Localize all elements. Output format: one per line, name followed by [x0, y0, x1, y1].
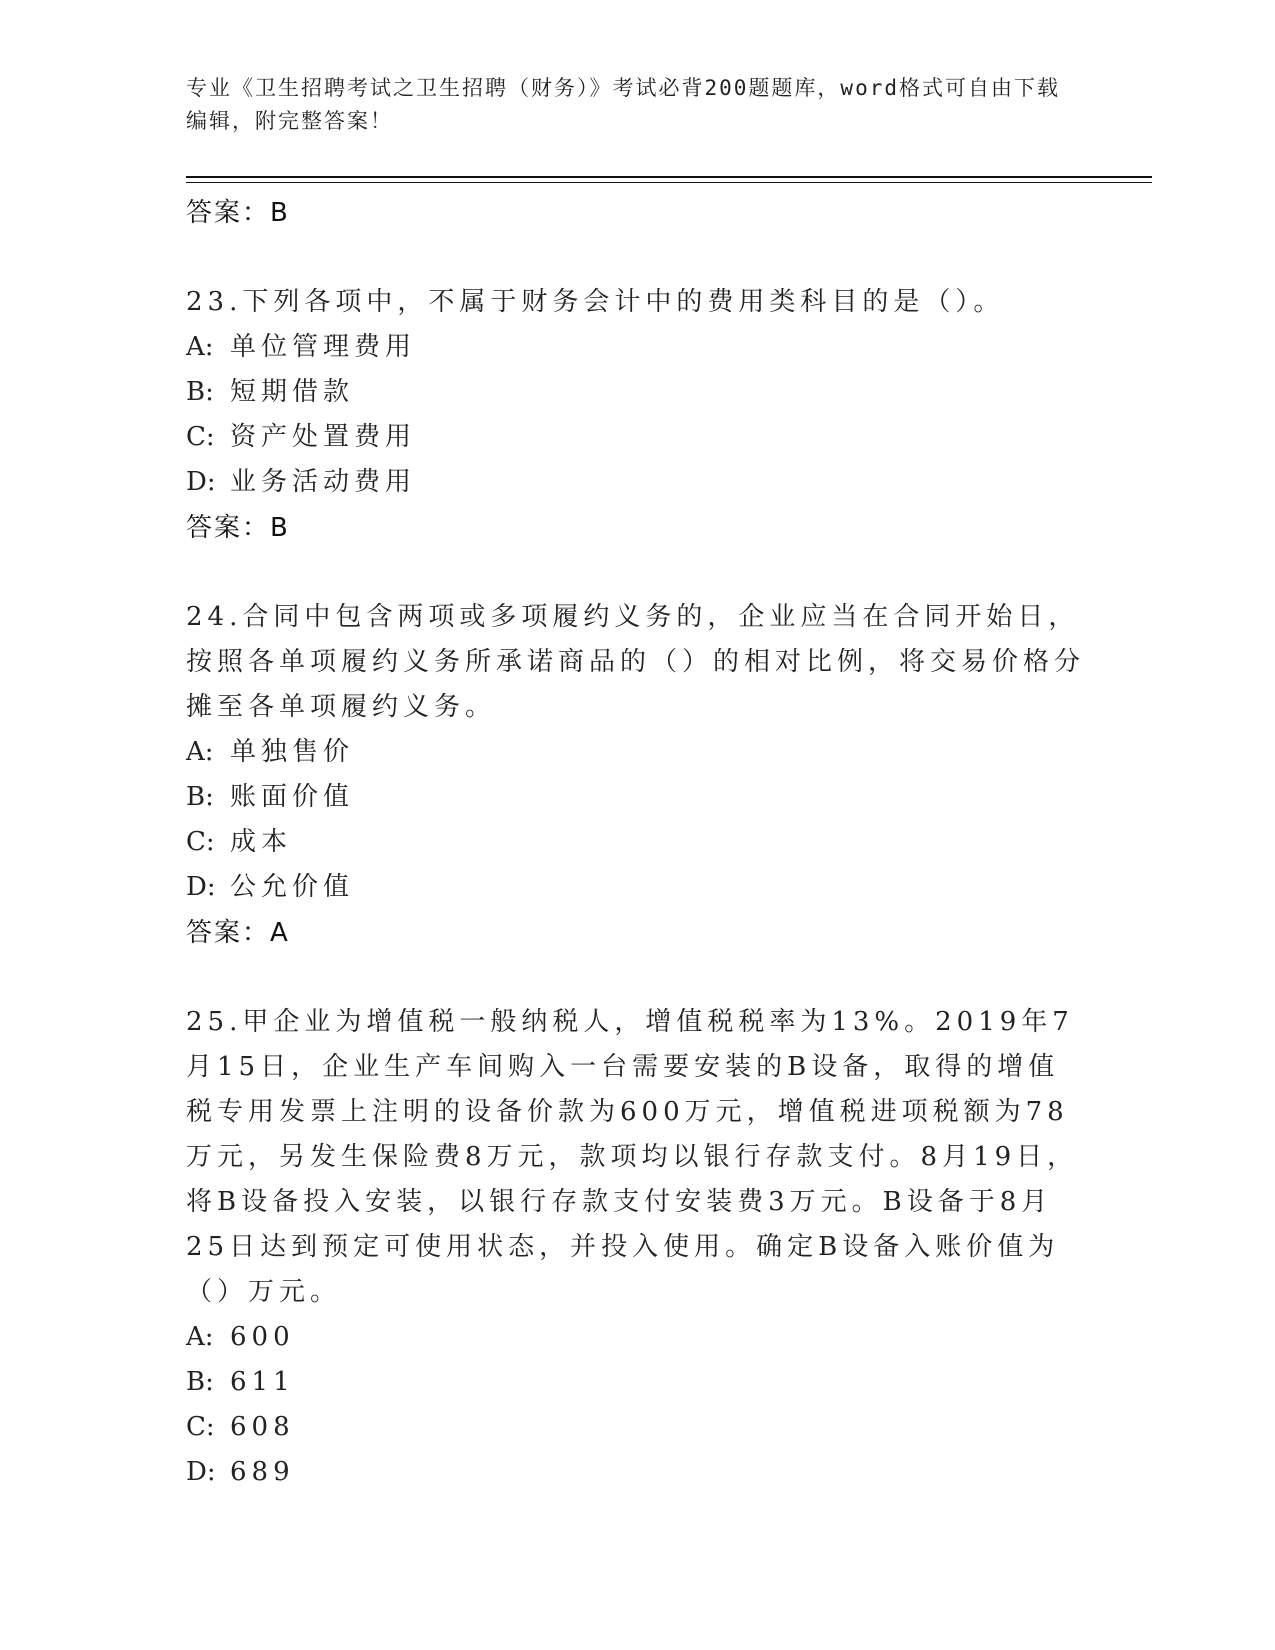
option-letter: D: — [186, 1457, 216, 1487]
option-letter: D: — [186, 467, 216, 497]
option-letter: A: — [186, 737, 214, 767]
option-letter: A: — [186, 1322, 214, 1352]
option-text: 资产处置费用 — [230, 422, 417, 452]
option-text: 608 — [230, 1412, 295, 1442]
answer-line: 答案：A — [186, 918, 290, 948]
option-letter: C: — [186, 1412, 215, 1442]
question-text: 25.甲企业为增值税一般纳税人，增值税税率为13%。2019年7月15日，企业生产车间购入一台需要安装的B设备，取得的增值税专用发票上注明的设备价款为600万元，增值税进项税额为78万元，另发生保险费8万元，款项均以银行存款支付。8月19日，将B设备投入安装，以银行存款支付安装费3万元。B设备于8月25日达到预定可使用状态，并投入使用。确定B设备入账价值为（）万元。 — [186, 1007, 1079, 1307]
option-text: 单独售价 — [230, 737, 355, 767]
option-a — [186, 730, 1086, 775]
option-text: 成本 — [230, 827, 293, 857]
option-c — [186, 1405, 1086, 1450]
option-letter: C: — [186, 827, 215, 857]
option-letter: C: — [186, 422, 215, 452]
document-body — [186, 190, 1086, 1495]
option-b — [186, 1360, 1086, 1405]
option-text: 公允价值 — [230, 872, 355, 902]
question-block — [186, 280, 1086, 551]
header-rule-thick — [186, 176, 1152, 178]
option-b — [186, 775, 1086, 820]
option-d — [186, 1450, 1086, 1495]
document-header: 专业《卫生招聘考试之卫生招聘（财务）》考试必背200题题库，word格式可自由下载编辑，附完整答案！ — [186, 76, 1060, 133]
option-text: 611 — [230, 1367, 295, 1397]
option-a — [186, 1315, 1086, 1360]
option-d — [186, 460, 1086, 505]
question-text: 24.合同中包含两项或多项履约义务的，企业应当在合同开始日，按照各单项履约义务所承诺商品的（）的相对比例，将交易价格分摊至各单项履约义务。 — [186, 602, 1086, 722]
option-text: 600 — [230, 1322, 295, 1352]
question-block — [186, 1000, 1086, 1495]
option-c — [186, 415, 1086, 460]
header-rule-thin — [186, 182, 1152, 183]
option-letter: B: — [186, 1367, 214, 1397]
question-text: 23.下列各项中，不属于财务会计中的费用类科目的是（）。 — [186, 287, 1005, 317]
option-a — [186, 325, 1086, 370]
option-text: 账面价值 — [230, 782, 355, 812]
option-b — [186, 370, 1086, 415]
option-text: 业务活动费用 — [230, 467, 417, 497]
option-d — [186, 865, 1086, 910]
option-letter: A: — [186, 332, 214, 362]
option-text: 单位管理费用 — [230, 332, 417, 362]
option-text: 689 — [230, 1457, 295, 1487]
option-letter: D: — [186, 872, 216, 902]
answer-line: 答案：B — [186, 513, 290, 543]
option-letter: B: — [186, 782, 214, 812]
option-text: 短期借款 — [230, 377, 355, 407]
answer-line: 答案：B — [186, 198, 290, 228]
option-letter: B: — [186, 377, 214, 407]
question-block — [186, 595, 1086, 956]
option-c — [186, 820, 1086, 865]
